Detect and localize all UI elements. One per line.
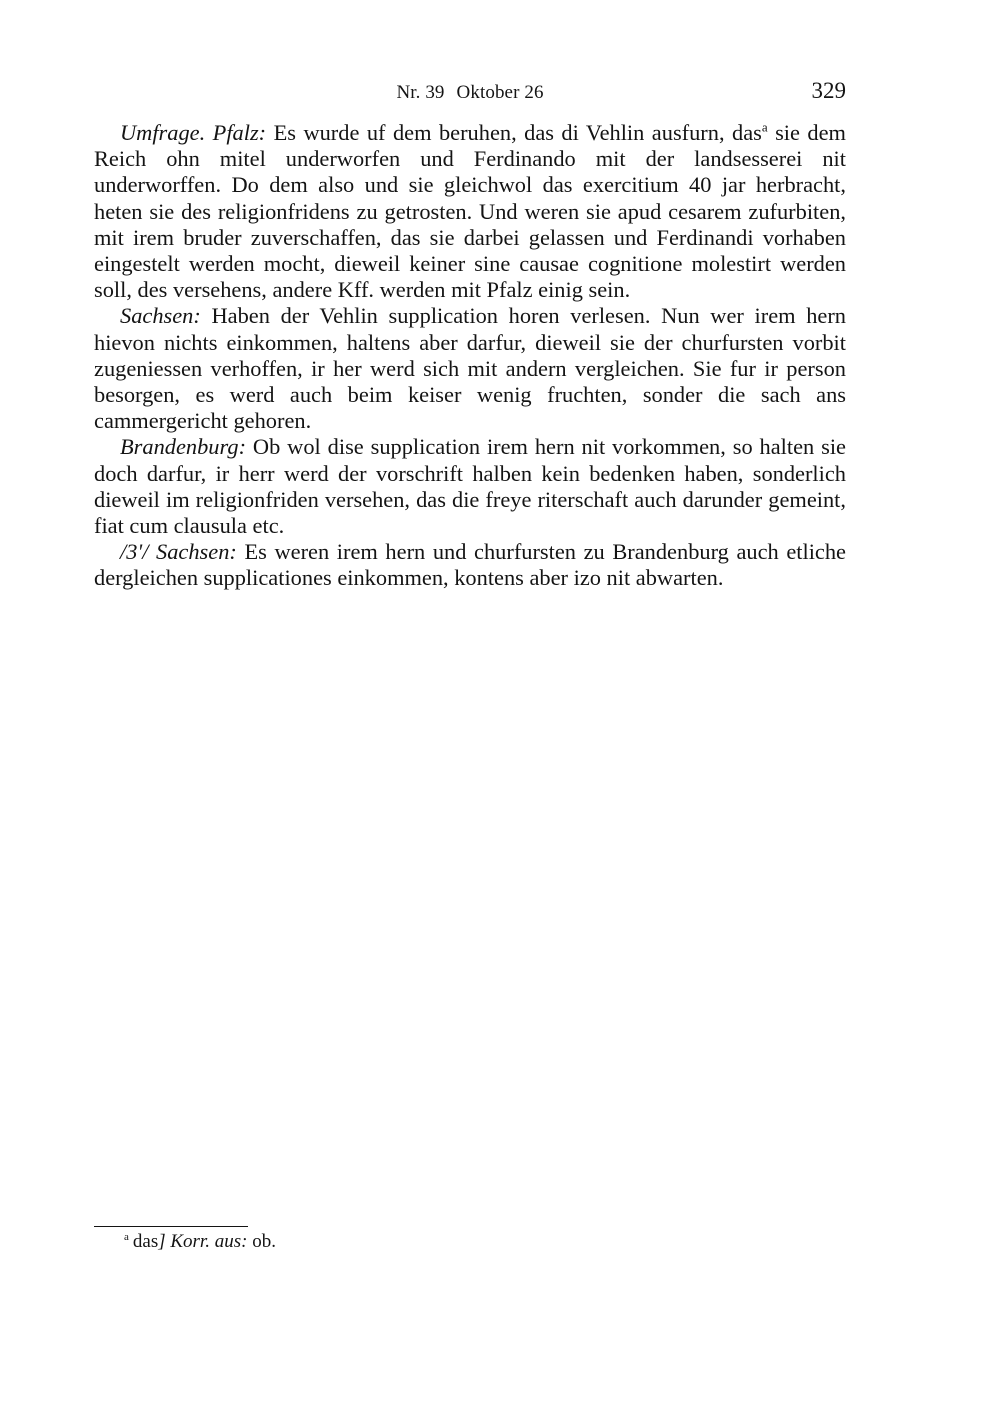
body-text [94, 120, 846, 592]
paragraph-text: Es wurde uf dem beruhen, das di Vehlin ausfurn, das [266, 120, 762, 145]
footnote-divider [94, 1226, 248, 1227]
running-title [94, 82, 846, 104]
footnote-note: ] Korr. aus: [158, 1231, 248, 1252]
paragraph-sachsen-2 [94, 539, 846, 591]
page-number: 329 [811, 78, 846, 103]
speaker-label: Umfrage. Pfalz: [120, 120, 267, 145]
footnote-reading: ob. [247, 1231, 276, 1252]
paragraph-brandenburg [94, 434, 846, 539]
paragraph-text: Es weren irem hern und churfursten zu Brandenburg auch etliche dergleichen supplicationes einkommen, kontens aber izo nit abwarten. [94, 539, 846, 591]
page-header [94, 78, 846, 108]
paragraph-text: Ob wol dise supplication irem hern nit vorkommen, so halten sie doch darfur, ir herr werd der vorschrift halben kein bedenken haben, sonderlich dieweil im religionfriden versehen, das die freye riterschaft auch darunder gemeint, fiat cum clausula etc. [94, 434, 846, 539]
paragraph-sachsen [94, 303, 846, 434]
speaker-label: Sachsen: [120, 303, 201, 329]
speaker-label: /3'/ Sachsen: [120, 539, 237, 565]
paragraph-text: Haben der Vehlin supplication horen verlesen. Nun wer irem hern hievon nichts einkommen, haltens aber darfur, dieweil sie der churfursten vorbit zugeniessen verhoffen, ir her werd sich mit andern vergleichen. Sie fur ir person besorgen, es werd auch beim keiser wenig fruchten, sonder die sach ans cammergericht gehoren. [94, 303, 846, 434]
document-number: Nr. 39 [396, 82, 445, 103]
footnote-lemma: das [132, 1231, 159, 1252]
footnote-marker[interactable]: a [761, 119, 768, 135]
footnote-number: a [124, 1230, 129, 1243]
paragraph-pfalz [94, 120, 846, 303]
footnote [124, 1230, 276, 1254]
document-date: Oktober 26 [456, 82, 544, 103]
speaker-label: Brandenburg: [120, 434, 247, 460]
paragraph-text: sie dem Reich ohn mitel underworfen und Ferdinando mit der landsesserei nit underworffen. Do dem also und sie gleichwol das exercitium 40 jar herbracht, heten sie des religionfridens zu getrosten. Und weren sie apud cesarem zufurbiten, mit irem bruder zuverschaffen, das sie darbei gelassen und Ferdinandi vorhaben eingestelt werden mocht, dieweil keiner sine causae cognitione molestirt werden soll, des versehens, andere Kff. werden mit Pfalz einig sein. [94, 120, 846, 303]
